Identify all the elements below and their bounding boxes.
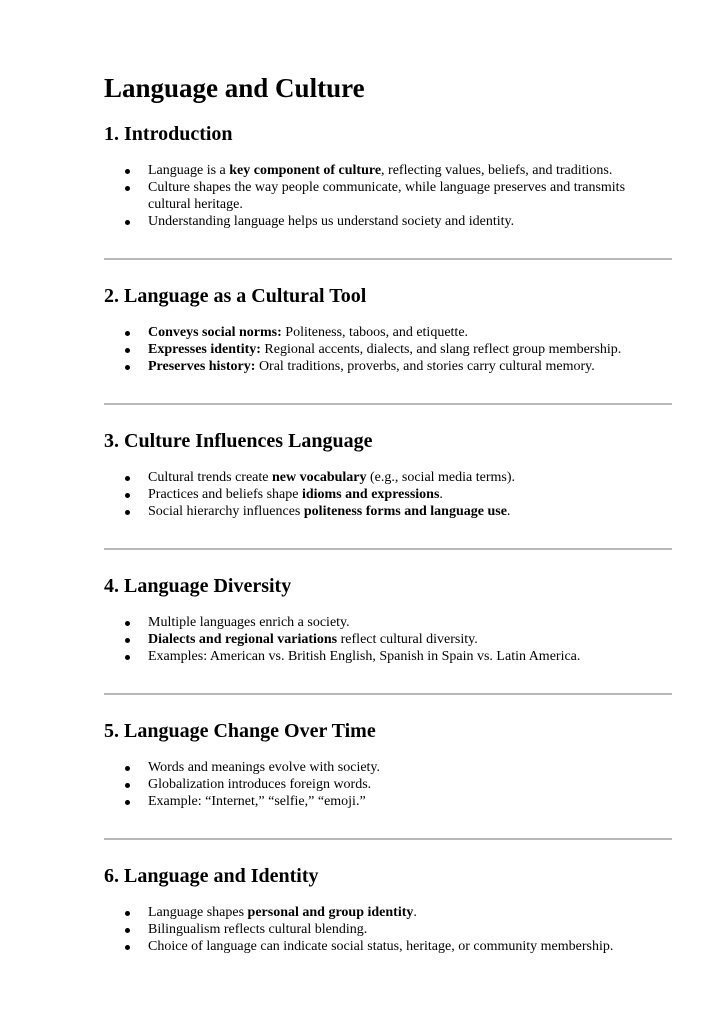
list-item: [104, 776, 648, 793]
list-item-text: Examples: American vs. British English, Spanish in Spain vs. Latin America.: [148, 649, 581, 664]
list-item: [104, 324, 648, 341]
bold-text: politeness forms and language use: [303, 504, 507, 519]
list-item-text: Example: “Internet,” “selfie,” “emoji.”: [148, 794, 366, 809]
bullet-list: [104, 469, 672, 520]
bullet-icon: [125, 928, 130, 933]
bullet-icon: [125, 621, 130, 626]
bullet-icon: [125, 186, 130, 191]
list-item-text: (e.g., social media terms).: [366, 470, 516, 485]
bullet-icon: [125, 220, 130, 225]
bullet-icon: [125, 945, 130, 950]
section-heading: 3. Culture Influences Language: [104, 430, 373, 452]
list-item: [104, 921, 648, 938]
list-item: [104, 793, 648, 810]
list-item-text: Language is a: [148, 163, 230, 178]
section-divider: [104, 403, 672, 405]
list-item-text: Choice of language can indicate social status, heritage, or community membership.: [148, 939, 614, 954]
list-item-text: .: [506, 504, 511, 519]
list-item: [104, 179, 648, 213]
bold-text: new vocabulary: [272, 470, 367, 485]
list-item-text: .: [439, 487, 443, 502]
section-2: [104, 284, 672, 405]
list-item-text: Politeness, taboos, and etiquette.: [281, 325, 469, 340]
bullet-icon: [125, 348, 130, 353]
list-item: [104, 162, 648, 179]
section-heading: 1. Introduction: [104, 123, 233, 145]
list-item: [104, 631, 648, 648]
bullet-icon: [125, 800, 130, 805]
bold-text: personal and group identity: [247, 905, 414, 920]
list-item-text: Language shapes: [148, 905, 248, 920]
bold-text: idioms and expressions: [301, 487, 440, 502]
bold-text: Expresses identity:: [148, 342, 261, 357]
bullet-icon: [125, 365, 130, 370]
list-item-text: Multiple languages enrich a society.: [148, 615, 350, 630]
list-item: [104, 358, 648, 375]
bullet-icon: [125, 476, 130, 481]
bullet-icon: [125, 638, 130, 643]
bold-text: Dialects and regional variations: [148, 632, 338, 647]
bullet-icon: [125, 331, 130, 336]
section-5: [104, 719, 672, 840]
list-item-text: Understanding language helps us understand society and identity.: [148, 214, 515, 229]
list-item-text: Practices and beliefs shape: [148, 487, 302, 502]
list-item-text: reflect cultural diversity.: [337, 632, 478, 647]
section-4: [104, 574, 672, 695]
bullet-icon: [125, 766, 130, 771]
list-item: [104, 648, 648, 665]
list-item-text: Globalization introduces foreign words.: [148, 777, 372, 792]
bullet-icon: [125, 783, 130, 788]
bullet-list: [104, 904, 672, 955]
list-item-text: Oral traditions, proverbs, and stories carry cultural memory.: [255, 359, 595, 374]
bullet-list: [104, 614, 672, 665]
list-item-text: Social hierarchy influences: [148, 504, 304, 519]
sections-container: [104, 122, 672, 955]
document-title: Language and Culture: [104, 73, 365, 103]
list-item-text: Cultural trends create: [148, 470, 273, 485]
bullet-list: [104, 759, 672, 810]
bullet-icon: [125, 510, 130, 515]
list-item: [104, 341, 648, 358]
bold-text: Conveys social norms:: [148, 325, 282, 340]
section-divider: [104, 258, 672, 260]
list-item: [104, 614, 648, 631]
section-heading: 6. Language and Identity: [104, 865, 319, 887]
list-item: [104, 486, 648, 503]
bullet-icon: [125, 911, 130, 916]
section-6: [104, 864, 672, 955]
bullet-icon: [125, 493, 130, 498]
list-item-text: , reflecting values, beliefs, and traditions.: [381, 163, 613, 178]
list-item: [104, 904, 648, 921]
list-item-text: Bilingualism reflects cultural blending.: [148, 922, 368, 937]
bullet-list: [104, 324, 672, 375]
list-item-text: Words and meanings evolve with society.: [148, 760, 381, 775]
section-divider: [104, 838, 672, 840]
list-item-text: .: [413, 905, 417, 920]
bold-text: Preserves history:: [148, 359, 256, 374]
section-1: [104, 122, 672, 260]
list-item-text: Culture shapes the way people communicate, while language preserves and transmits cultural heritage.: [148, 180, 626, 212]
section-heading: 5. Language Change Over Time: [104, 720, 376, 742]
bullet-icon: [125, 655, 130, 660]
bold-text: key component of culture: [229, 163, 382, 178]
list-item-text: Regional accents, dialects, and slang reflect group membership.: [260, 342, 622, 357]
section-heading: 4. Language Diversity: [104, 575, 292, 597]
list-item: [104, 759, 648, 776]
list-item: [104, 938, 648, 955]
document-page: [104, 72, 672, 955]
list-item: [104, 213, 648, 230]
list-item: [104, 469, 648, 486]
section-divider: [104, 548, 672, 550]
section-divider: [104, 693, 672, 695]
section-heading: 2. Language as a Cultural Tool: [104, 285, 367, 307]
section-3: [104, 429, 672, 550]
bullet-icon: [125, 169, 130, 174]
list-item: [104, 503, 648, 520]
bullet-list: [104, 162, 672, 230]
